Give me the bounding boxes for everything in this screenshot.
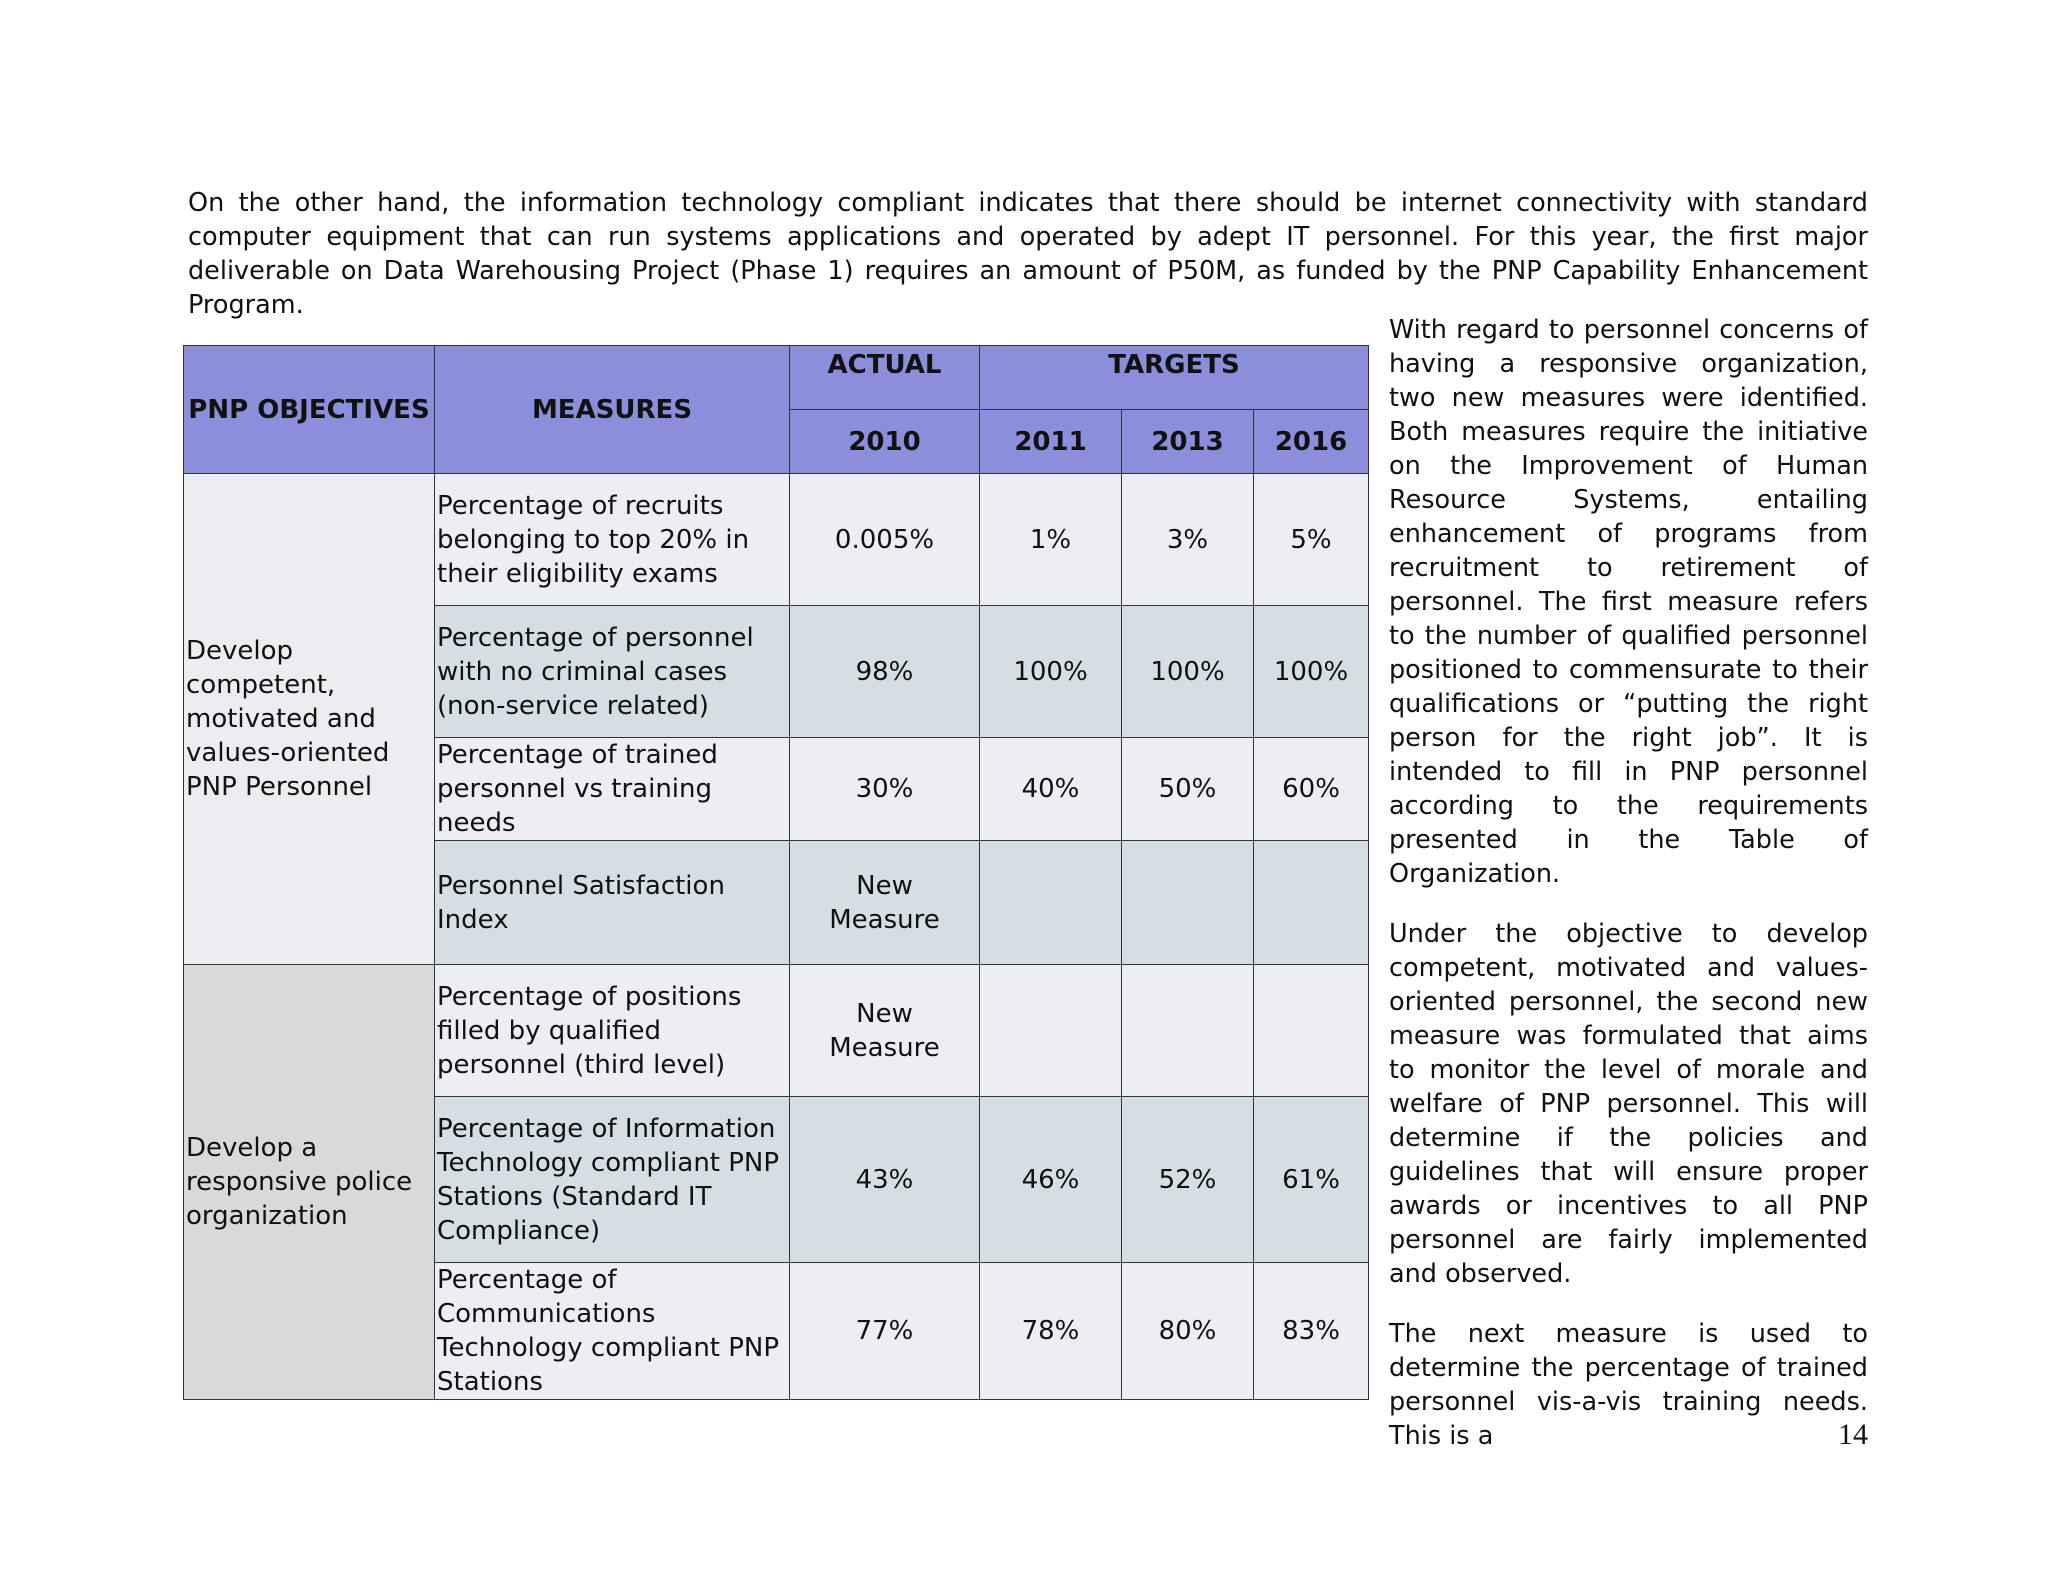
value-2010: 77% (790, 1263, 980, 1400)
header-year-2011: 2011 (980, 410, 1122, 474)
value-2010 (790, 841, 980, 965)
value-2010: 0.005% (790, 474, 980, 606)
value-2011: 46% (980, 1097, 1122, 1263)
new-measure-line2: Measure (829, 1032, 940, 1063)
value-2011 (980, 841, 1122, 965)
pnp-objectives-table-container (183, 345, 1368, 1400)
objective-cell: Develop a responsive police organization (184, 965, 435, 1400)
value-2011: 40% (980, 738, 1122, 841)
new-measure-line1: New (856, 870, 913, 901)
value-2011: 78% (980, 1263, 1122, 1400)
value-2013 (1122, 841, 1254, 965)
table-row (184, 965, 1369, 1097)
value-2011: 100% (980, 606, 1122, 738)
value-2013: 80% (1122, 1263, 1254, 1400)
value-2016: 83% (1254, 1263, 1369, 1400)
value-2016: 61% (1254, 1097, 1369, 1263)
measure-cell: Percentage of trained personnel vs training needs (435, 738, 790, 841)
value-2013: 3% (1122, 474, 1254, 606)
header-year-2010: 2010 (790, 410, 980, 474)
measure-cell: Personnel Satisfaction Index (435, 841, 790, 965)
new-measure-line1: New (856, 998, 913, 1029)
header-year-2013: 2013 (1122, 410, 1254, 474)
side-text-column (1389, 313, 1868, 1479)
value-2010 (790, 965, 980, 1097)
header-year-2016: 2016 (1254, 410, 1369, 474)
value-2011: 1% (980, 474, 1122, 606)
header-objectives: PNP OBJECTIVES (184, 346, 435, 474)
new-measure-line2: Measure (829, 904, 940, 935)
value-2016: 5% (1254, 474, 1369, 606)
value-2011 (980, 965, 1122, 1097)
header-row-1 (184, 346, 1369, 410)
measure-cell: Percentage of positions filled by qualified personnel (third level) (435, 965, 790, 1097)
value-2010: 43% (790, 1097, 980, 1263)
value-2013: 100% (1122, 606, 1254, 738)
pnp-objectives-table (183, 345, 1369, 1400)
intro-paragraph: On the other hand, the information technology compliant indicates that there should be internet connectivity with standard computer equipment that can run systems applications and operated by adept IT personnel. For this year, the first major deliverable on Data Warehousing Project (Phase 1) requires an amount of P50M, as funded by the PNP Capability Enhancement Program. (188, 188, 1868, 320)
value-2016 (1254, 965, 1369, 1097)
value-2010: 98% (790, 606, 980, 738)
measure-cell: Percentage of personnel with no criminal cases (non-service related) (435, 606, 790, 738)
value-2010: 30% (790, 738, 980, 841)
value-2016: 60% (1254, 738, 1369, 841)
table-row (184, 474, 1369, 606)
side-paragraph: Under the objective to develop competent, motivated and values-oriented personnel, the second new measure was formulated that aims to monitor the level of morale and welfare of PNP personnel. This will determine if the policies and guidelines that will ensure proper awards or incentives to all PNP personnel are fairly implemented and observed. (1389, 919, 1868, 1289)
value-2013 (1122, 965, 1254, 1097)
measure-cell: Percentage of Information Technology compliant PNP Stations (Standard IT Compliance) (435, 1097, 790, 1263)
side-paragraph: With regard to personnel concerns of having a responsive organization, two new measures were identified. Both measures require the initiative on the Improvement of Human Resource Systems, entailing enhancement of programs from recruitment to retirement of personnel. The first measure refers to the number of qualified personnel positioned to commensurate to their qualifications or “putting the right person for the right job”. It is intended to fill in PNP personnel according to the requirements presented in the Table of Organization. (1389, 315, 1868, 889)
value-2016: 100% (1254, 606, 1369, 738)
value-2016 (1254, 841, 1369, 965)
side-paragraph: The next measure is used to determine the percentage of trained personnel vis-a-vis training needs. This is a (1389, 1319, 1868, 1451)
objective-cell: Develop competent, motivated and values-oriented PNP Personnel (184, 474, 435, 965)
value-2013: 50% (1122, 738, 1254, 841)
value-2013: 52% (1122, 1097, 1254, 1263)
measure-cell: Percentage of Communications Technology compliant PNP Stations (435, 1263, 790, 1400)
header-targets: TARGETS (980, 346, 1369, 410)
page-number: 14 (1838, 1418, 1868, 1451)
header-measures: MEASURES (435, 346, 790, 474)
measure-cell: Percentage of recruits belonging to top 20% in their eligibility exams (435, 474, 790, 606)
header-actual: ACTUAL (790, 346, 980, 410)
